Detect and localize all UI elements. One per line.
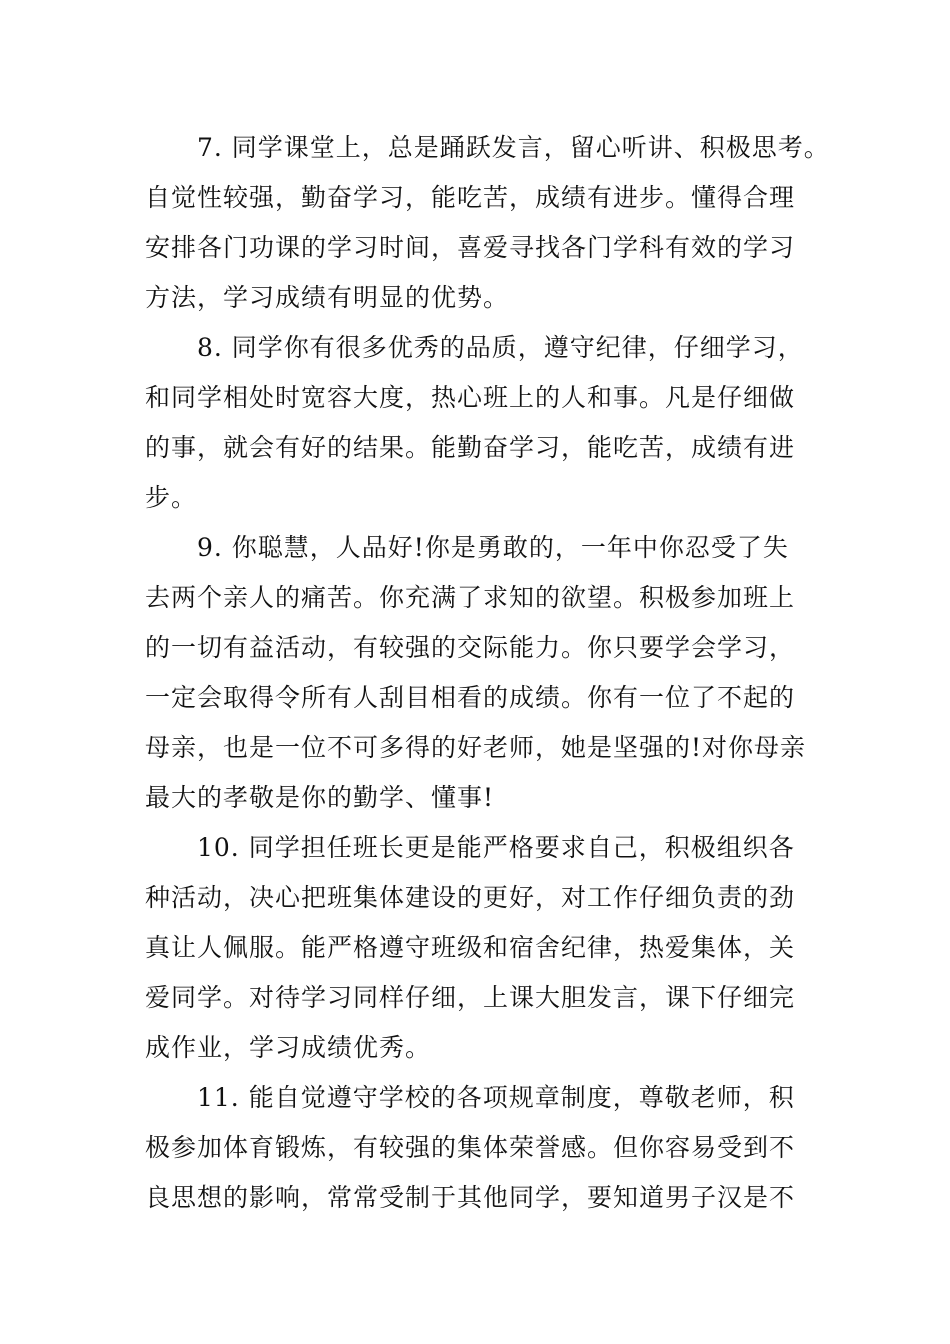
- paragraph-line: 去两个亲人的痛苦。你充满了求知的欲望。积极参加班上: [145, 583, 796, 612]
- paragraph-line: 良思想的影响，常常受制于其他同学，要知道男子汉是不: [145, 1183, 796, 1212]
- paragraph-line: 极参加体育锻炼，有较强的集体荣誉感。但你容易受到不: [145, 1133, 796, 1162]
- paragraph-line: 的一切有益活动，有较强的交际能力。你只要学会学习，: [145, 633, 796, 662]
- paragraph-line: 11. 能自觉遵守学校的各项规章制度，尊敬老师，积: [197, 1083, 795, 1112]
- paragraph-line: 7. 同学课堂上，总是踊跃发言，留心听讲、积极思考。: [197, 133, 830, 162]
- paragraph-line: 真让人佩服。能严格遵守班级和宿舍纪律，热爱集体，关: [145, 933, 796, 962]
- paragraph-line: 爱同学。对待学习同样仔细，上课大胆发言，课下仔细完: [145, 983, 796, 1012]
- paragraph-line: 安排各门功课的学习时间，喜爱寻找各门学科有效的学习: [145, 233, 796, 262]
- paragraph-line: 的事，就会有好的结果。能勤奋学习，能吃苦，成绩有进: [145, 433, 796, 462]
- paragraph-line: 最大的孝敬是你的勤学、懂事!: [145, 783, 495, 812]
- paragraph-line: 一定会取得令所有人刮目相看的成绩。你有一位了不起的: [145, 683, 796, 712]
- paragraph-line: 种活动，决心把班集体建设的更好，对工作仔细负责的劲: [145, 883, 796, 912]
- paragraph-line: 10. 同学担任班长更是能严格要求自己，积极组织各: [197, 833, 795, 862]
- paragraph-line: 自觉性较强，勤奋学习，能吃苦，成绩有进步。懂得合理: [145, 183, 796, 212]
- paragraph-line: 8. 同学你有很多优秀的品质，遵守纪律，仔细学习，: [197, 333, 804, 362]
- paragraph-line: 9. 你聪慧，人品好!你是勇敢的，一年中你忍受了失: [197, 533, 789, 562]
- paragraph-line: 母亲，也是一位不可多得的好老师，她是坚强的!对你母亲: [145, 733, 807, 762]
- paragraph-line: 成作业，学习成绩优秀。: [145, 1033, 432, 1062]
- paragraph-line: 和同学相处时宽容大度，热心班上的人和事。凡是仔细做: [145, 383, 796, 412]
- paragraph-line: 方法，学习成绩有明显的优势。: [145, 283, 510, 312]
- paragraph-line: 步。: [145, 483, 198, 512]
